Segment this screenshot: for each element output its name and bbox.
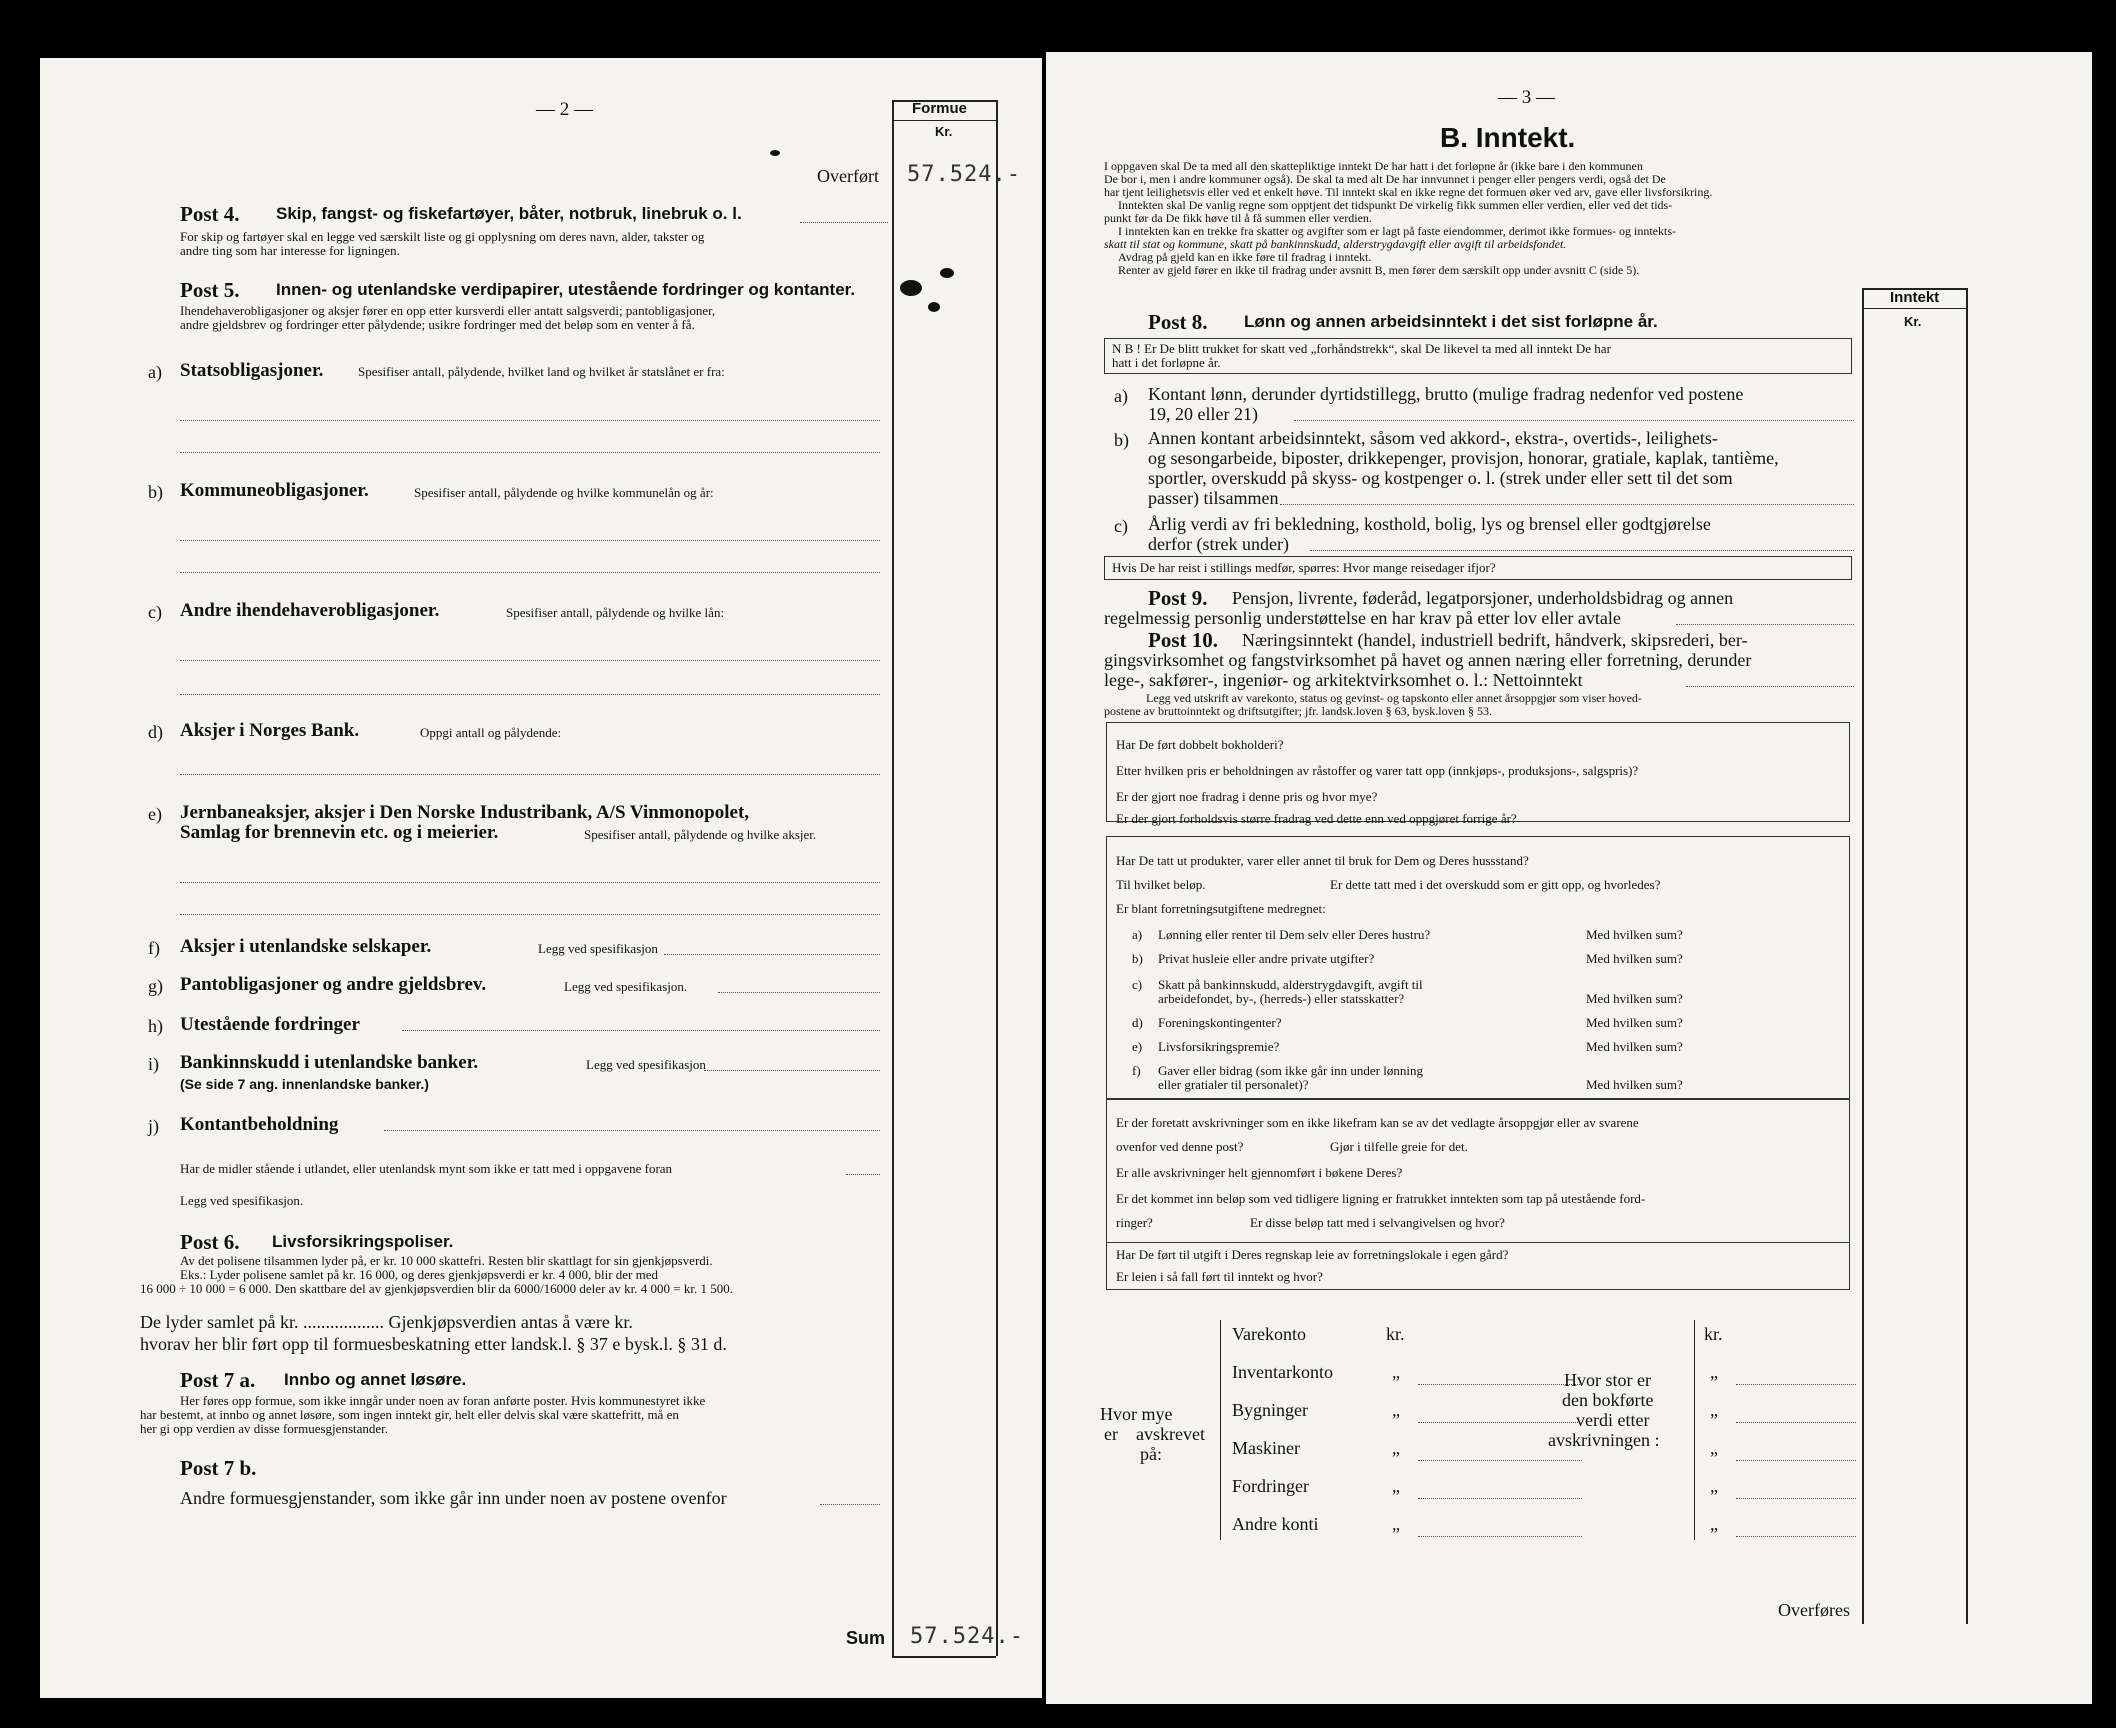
fill-line <box>1418 1384 1582 1385</box>
sum-rule <box>892 1656 996 1658</box>
post10-label: Post 10. <box>1148 628 1218 652</box>
ditto-mark: „ <box>1392 1514 1400 1534</box>
post9-text: Pensjon, livrente, føderåd, legatporsjoner, underholdsbidrag og annen <box>1232 588 1734 608</box>
post6-text: 16 000 ÷ 10 000 = 6 000. Den skattbare del av gjenkjøpsverdien blir da 6000/16000 deler av kr. 4 000 = kr. 1 500. <box>140 1281 733 1296</box>
post8-text: Kontant lønn, derunder dyrtidstillegg, brutto (mulige fradrag nedenfor ved postene <box>1148 384 1744 404</box>
account-label: Fordringer <box>1232 1476 1309 1496</box>
item-note: Spesifiser antall, pålydende, hvilket land og hvilket år statslånet er fra: <box>358 364 725 379</box>
block-rule <box>1694 1320 1695 1540</box>
item-letter: f) <box>148 938 160 958</box>
post7a-label: Post 7 a. <box>180 1368 256 1392</box>
account-label: Varekonto <box>1232 1324 1306 1344</box>
post10-text: lege-, sakfører-, ingeniør- og arkitektvirksomhet o. l.: Nettoinntekt <box>1104 670 1583 690</box>
question: Har De ført dobbelt bokholderi? <box>1116 737 1284 752</box>
page-number: — 2 — <box>536 99 593 120</box>
post6-label: Post 6. <box>180 1230 240 1254</box>
item-note: Legg ved spesifikasjon <box>538 941 658 956</box>
item-title: Pantobligasjoner og andre gjeldsbrev. <box>180 974 487 995</box>
formue-header: Formue <box>912 100 968 117</box>
ditto-mark: „ <box>1392 1362 1400 1382</box>
fill-line <box>1418 1460 1582 1461</box>
question: Til hvilket beløp. <box>1116 877 1206 892</box>
fill-line <box>718 992 880 993</box>
post8-text: derfor (strek under) <box>1148 534 1289 554</box>
intro-line: Avdrag på gjeld kan en ikke føre til fradrag i inntekt. <box>1118 250 1372 264</box>
item-letter: f) <box>1132 1063 1141 1078</box>
item-note: Legg ved spesifikasjon <box>586 1057 706 1072</box>
ditto-mark: „ <box>1392 1438 1400 1458</box>
avskr-label: på: <box>1140 1444 1162 1464</box>
fill-line <box>1418 1536 1582 1537</box>
fill-line <box>180 882 880 883</box>
intro-line: har tjent leilighetsvis eller ved et enkelt høve. Til inntekt skal en ikke regne det formuen øker ved arv, gave eller livsforsikring. <box>1104 185 1713 199</box>
j-note: Legg ved spesifikasjon. <box>180 1193 304 1208</box>
item-title: Statsobligasjoner. <box>180 360 324 381</box>
post7b-label: Post 7 b. <box>180 1456 257 1480</box>
post7a-text: har bestemt, at innbo og annet løsøre, som ingen inntekt gir, helt eller delvis skal være skattefritt, må en <box>140 1407 679 1422</box>
column-rule <box>1862 288 1864 1624</box>
post10-text: gingsvirksomhet og fangstvirksomhet på havet og annen næring eller forretning, derunder <box>1104 650 1752 670</box>
fill-line <box>180 572 880 573</box>
ink-blot <box>900 280 922 296</box>
post7b-text: Andre formuesgjenstander, som ikke går inn under noen av postene ovenfor <box>180 1488 727 1508</box>
item-note: Legg ved spesifikasjon. <box>564 979 688 994</box>
question: Er leien i så fall ført til inntekt og hvor? <box>1116 1269 1323 1284</box>
intro-line: punkt før da De fikk høve til å få summen eller verdien. <box>1104 211 1372 225</box>
sum-question: Med hvilken sum? <box>1586 1077 1683 1092</box>
post4-title: Skip, fangst- og fiskefartøyer, båter, notbruk, linebruk o. l. <box>276 204 742 223</box>
avskr-mid: den bokførte <box>1562 1390 1654 1410</box>
section-title: B. Inntekt. <box>1440 122 1576 153</box>
item-letter: a) <box>1114 386 1128 406</box>
intro-line: Inntekten skal De vanlig regne som opptjent det tidspunkt De virkelig fikk summen eller verdien, eller ved det tids- <box>1118 198 1673 212</box>
account-label: Inventarkonto <box>1232 1362 1333 1382</box>
item-sub: (Se side 7 ang. innenlandske banker.) <box>180 1076 429 1092</box>
leader <box>1686 686 1854 687</box>
item-letter: d) <box>148 722 163 742</box>
post10-text: Næringsinntekt (handel, industriell bedrift, håndverk, skipsrederi, ber- <box>1242 630 1748 650</box>
fill-line <box>1736 1536 1856 1537</box>
question: Har De tatt ut produkter, varer eller annet til bruk for Dem og Deres hussstand? <box>1116 853 1529 868</box>
question: eller gratialer til personalet)? <box>1158 1077 1309 1092</box>
item-letter: a) <box>1132 927 1143 942</box>
question: Har De ført til utgift i Deres regnskap leie av forretningslokale i egen gård? <box>1116 1247 1509 1262</box>
leader <box>1294 420 1854 421</box>
ditto-mark: „ <box>1710 1400 1718 1420</box>
intro-line: skatt til stat og kommune, skatt på bankinnskudd, alderstrygdavgift eller avgift til arbeidsfondet. <box>1104 237 1567 251</box>
item-letter: b) <box>148 482 163 502</box>
question: ringer? <box>1116 1215 1153 1230</box>
post7a-title: Innbo og annet løsøre. <box>284 1370 467 1389</box>
ink-blot <box>940 268 954 278</box>
item-title: Aksjer i utenlandske selskaper. <box>180 936 432 957</box>
kr-header: Kr. <box>1904 314 1922 329</box>
question: Skatt på bankinnskudd, alderstrygdavgift, avgift til <box>1158 977 1423 992</box>
item-title: Aksjer i Norges Bank. <box>180 720 360 741</box>
ditto-mark: „ <box>1392 1400 1400 1420</box>
overfores-label: Overføres <box>1778 1600 1850 1620</box>
fill-line <box>402 1030 880 1031</box>
ditto-mark: „ <box>1392 1476 1400 1496</box>
question: Er det kommet inn beløp som ved tidligere ligning er fratrukket inntekten som tap på utestående ford- <box>1116 1191 1646 1206</box>
question: Lønning eller renter til Dem selv eller Deres hustru? <box>1158 927 1431 942</box>
column-rule <box>892 100 894 1656</box>
post6-text: Av det polisene tilsammen lyder på, er kr. 10 000 skattefri. Resten blir skattlagt for sin gjenkjøpsverdi. <box>180 1253 713 1268</box>
ditto-mark: „ <box>1710 1514 1718 1534</box>
item-letter: h) <box>148 1016 163 1036</box>
item-letter: b) <box>1114 430 1129 450</box>
item-letter: b) <box>1132 951 1143 966</box>
kr-header: Kr. <box>935 124 953 139</box>
post8-text: og sesongarbeide, biposter, drikkepenger, provisjon, honorar, gratiale, kaplak, tantième, <box>1148 448 1779 468</box>
ditto-mark: „ <box>1710 1362 1718 1382</box>
post7a-text: Her føres opp formue, som ikke inngår under noen av foran anførte poster. Hvis kommunestyret ikke <box>180 1393 706 1408</box>
intro-line: De bor i, men i andre kommuner også). De skal ta med alt De har innvunnet i penger eller pengers verdi, også det De <box>1104 172 1666 186</box>
kr-label: kr. <box>1386 1324 1405 1344</box>
item-letter: i) <box>148 1054 159 1074</box>
post4-note: For skip og fartøyer skal en legge ved særskilt liste og gi opplysning om deres navn, alder, takster og <box>180 229 705 244</box>
question: Privat husleie eller andre private utgifter? <box>1158 951 1375 966</box>
sum-label: Sum <box>846 1628 886 1648</box>
fill-line <box>704 1070 880 1071</box>
fill-line <box>1736 1422 1856 1423</box>
overfort-value: 57.524.- <box>907 162 1021 187</box>
column-rule <box>1862 308 1966 309</box>
item-note: Spesifiser antall, pålydende og hvilke kommunelån og år: <box>414 485 714 500</box>
fill-line <box>1736 1384 1856 1385</box>
question: Er blant forretningsutgiftene medregnet: <box>1116 901 1326 916</box>
nb-text: hatt i det forløpne år. <box>1112 355 1221 370</box>
right-page <box>1046 52 2092 1704</box>
item-letter: e) <box>1132 1039 1143 1054</box>
post7a-text: her gi opp verdien av disse formuesgjenstander. <box>140 1421 389 1436</box>
page-number: — 3 — <box>1498 87 1555 108</box>
fill-line <box>664 954 880 955</box>
reist-text: Hvis De har reist i stillings medfør, spørres: Hvor mange reisedager ifjor? <box>1112 560 1496 575</box>
fill-line <box>180 452 880 453</box>
post6-text: Eks.: Lyder polisene samlet på kr. 16 000, og deres gjenkjøpsverdi er kr. 4 000, blir der med <box>180 1267 659 1282</box>
question: Gjør i tilfelle greie for det. <box>1330 1139 1468 1154</box>
post8-label: Post 8. <box>1148 310 1208 334</box>
fill-line <box>1736 1460 1856 1461</box>
ink-blot <box>928 302 940 312</box>
post8-title: Lønn og annen arbeidsinntekt i det sist forløpne år. <box>1244 312 1658 331</box>
item-letter: c) <box>1132 977 1143 992</box>
fill-line <box>180 420 880 421</box>
block-rule <box>1220 1320 1221 1540</box>
avskr-label: er <box>1104 1424 1118 1444</box>
fill-line <box>384 1130 880 1131</box>
item-title: Jernbaneaksjer, aksjer i Den Norske Industribank, A/S Vinmonopolet, <box>180 802 750 823</box>
post8-text: Årlig verdi av fri bekledning, kosthold, bolig, lys og brensel eller godtgjørelse <box>1148 514 1711 534</box>
fill-line <box>180 694 880 695</box>
item-letter: a) <box>148 362 162 382</box>
account-label: Bygninger <box>1232 1400 1308 1420</box>
avskr-mid: avskrivningen : <box>1548 1430 1660 1450</box>
question: Livsforsikringspremie? <box>1158 1039 1280 1054</box>
post8-text: passer) tilsammen <box>1148 488 1279 508</box>
question-box <box>1106 836 1850 1100</box>
left-page <box>40 58 1042 1698</box>
post5-label: Post 5. <box>180 278 240 302</box>
question: Er dette tatt med i det overskudd som er gitt opp, og hvorledes? <box>1330 877 1661 892</box>
leader <box>1676 624 1854 625</box>
ditto-mark: „ <box>1710 1438 1718 1458</box>
sum-question: Med hvilken sum? <box>1586 1015 1683 1030</box>
avskr-mid: verdi etter <box>1576 1410 1650 1430</box>
account-label: Maskiner <box>1232 1438 1300 1458</box>
item-title: Kontantbeholdning <box>180 1114 339 1135</box>
item-title: Samlag for brennevin etc. og i meierier. <box>180 822 499 843</box>
sum-question: Med hvilken sum? <box>1586 951 1683 966</box>
item-letter: c) <box>148 602 162 622</box>
column-rule <box>892 120 996 121</box>
question: Gaver eller bidrag (som ikke går inn under lønning <box>1158 1063 1423 1078</box>
question: ovenfor ved denne post? <box>1116 1139 1244 1154</box>
post5-note: andre gjeldsbrev og fordringer etter pålydende; usikre fordringer med det beløp som en venter å få. <box>180 317 695 332</box>
post8-text: 19, 20 eller 21) <box>1148 404 1258 424</box>
column-rule <box>1966 288 1968 1624</box>
item-title: Andre ihendehaverobligasjoner. <box>180 600 440 621</box>
item-letter: g) <box>148 976 163 996</box>
avskr-label: avskrevet <box>1136 1424 1205 1444</box>
item-note: Oppgi antall og pålydende: <box>420 725 562 740</box>
fill-line <box>1418 1498 1582 1499</box>
item-title: Kommuneobligasjoner. <box>180 480 369 501</box>
question: Er der gjort forholdsvis større fradrag ved dette enn ved oppgjøret forrige år? <box>1116 811 1517 826</box>
sum-question: Med hvilken sum? <box>1586 991 1683 1006</box>
sum-question: Med hvilken sum? <box>1586 927 1683 942</box>
post8-text: sportler, overskudd på skyss- og kostpenger o. l. (strek under eller sett til det som <box>1148 468 1733 488</box>
question: Foreningskontingenter? <box>1158 1015 1282 1030</box>
question: Er der foretatt avskrivninger som en ikke likefram kan se av det vedlagte årsoppgjør eller av svarene <box>1116 1115 1639 1130</box>
fill-line <box>180 774 880 775</box>
question: Etter hvilken pris er beholdningen av råstoffer og varer tatt opp (innkjøps-, produksjons-, salgspris)? <box>1116 763 1639 778</box>
post8-text: Annen kontant arbeidsinntekt, såsom ved akkord-, ekstra-, overtids-, leilighets- <box>1148 428 1718 448</box>
nb-text: N B ! Er De blitt trukket for skatt ved „forhåndstrekk“, skal De likevel ta med all inntekt De har <box>1112 341 1611 356</box>
post9-label: Post 9. <box>1148 586 1208 610</box>
item-letter: c) <box>1114 516 1128 536</box>
fill-line <box>180 914 880 915</box>
item-note: Spesifiser antall, pålydende og hvilke lån: <box>506 605 725 620</box>
item-title: Bankinnskudd i utenlandske banker. <box>180 1052 479 1073</box>
post4-note: andre ting som har interesse for ligningen. <box>180 243 400 258</box>
intro-line: I oppgaven skal De ta med all den skattepliktige inntekt De har hatt i det forløpne år (ikke bare i den kommunen <box>1104 159 1643 173</box>
kr-label: kr. <box>1704 1324 1723 1344</box>
question: Er alle avskrivninger helt gjennomført i bøkene Deres? <box>1116 1165 1403 1180</box>
item-letter: e) <box>148 804 162 824</box>
post5-title: Innen- og utenlandske verdipapirer, utestående fordringer og kontanter. <box>276 280 856 299</box>
leader <box>800 222 888 223</box>
fill-line <box>180 660 880 661</box>
sum-value: 57.524.- <box>910 1624 1024 1649</box>
account-label: Andre konti <box>1232 1514 1319 1534</box>
avskr-mid: Hvor stor er <box>1564 1370 1651 1390</box>
post4-label: Post 4. <box>180 202 240 226</box>
ditto-mark: „ <box>1710 1476 1718 1496</box>
post9-text: regelmessig personlig understøttelse en har krav på etter lov eller avtale <box>1104 608 1621 628</box>
avskr-label: Hvor mye <box>1100 1404 1173 1424</box>
question: arbeidefondet, by-, (herreds-) eller statsskatter? <box>1158 991 1405 1006</box>
fill-line <box>1736 1498 1856 1499</box>
item-title: Utestående fordringer <box>180 1014 360 1035</box>
ink-blot <box>770 150 780 156</box>
column-rule <box>996 100 998 1656</box>
post6-text: hvorav her blir ført opp til formuesbeskatning etter landsk.l. § 37 e bysk.l. § 31 d. <box>140 1334 727 1354</box>
item-letter: d) <box>1132 1015 1143 1030</box>
question: Er disse beløp tatt med i selvangivelsen og hvor? <box>1250 1215 1505 1230</box>
leader <box>1310 550 1854 551</box>
intro-line: Renter av gjeld fører en ikke til fradrag under avsnitt B, men fører dem særskilt opp under avsnitt C (side 5). <box>1118 263 1640 277</box>
post6-title: Livsforsikringspoliser. <box>272 1232 454 1251</box>
post6-text: De lyder samlet på kr. .................. Gjenkjøpsverdien antas å være kr. <box>140 1312 633 1332</box>
fill-line <box>1418 1422 1582 1423</box>
fill-line <box>180 540 880 541</box>
question: Er der gjort noe fradrag i denne pris og hvor mye? <box>1116 789 1378 804</box>
post10-note: Legg ved utskrift av varekonto, status og gevinst- og tapskonto eller annet årsoppgjør som viser hoved- <box>1146 691 1642 705</box>
post5-note: Ihendehaverobligasjoner og aksjer fører en opp etter kursverdi eller antatt salgsverdi; pantobligasjoner, <box>180 303 716 318</box>
post10-note: postene av bruttoinntekt og driftsutgifter; jfr. landsk.loven § 63, bysk.loven § 53. <box>1104 704 1492 718</box>
sum-question: Med hvilken sum? <box>1586 1039 1683 1054</box>
overfort-label: Overført <box>817 166 879 186</box>
item-letter: j) <box>148 1116 159 1136</box>
fill-line <box>820 1504 880 1505</box>
fill-line <box>846 1174 880 1175</box>
item-note: Spesifiser antall, pålydende og hvilke aksjer. <box>584 827 817 842</box>
inntekt-header: Inntekt <box>1890 289 1940 306</box>
intro-line: I inntekten kan en trekke fra skatter og avgifter som er lagt på faste eiendommer, derimot ikke formues- og inntekts- <box>1118 224 1676 238</box>
leader <box>1280 504 1854 505</box>
j-note: Har de midler stående i utlandet, eller utenlandsk mynt som ikke er tatt med i oppgavene foran <box>180 1161 673 1176</box>
